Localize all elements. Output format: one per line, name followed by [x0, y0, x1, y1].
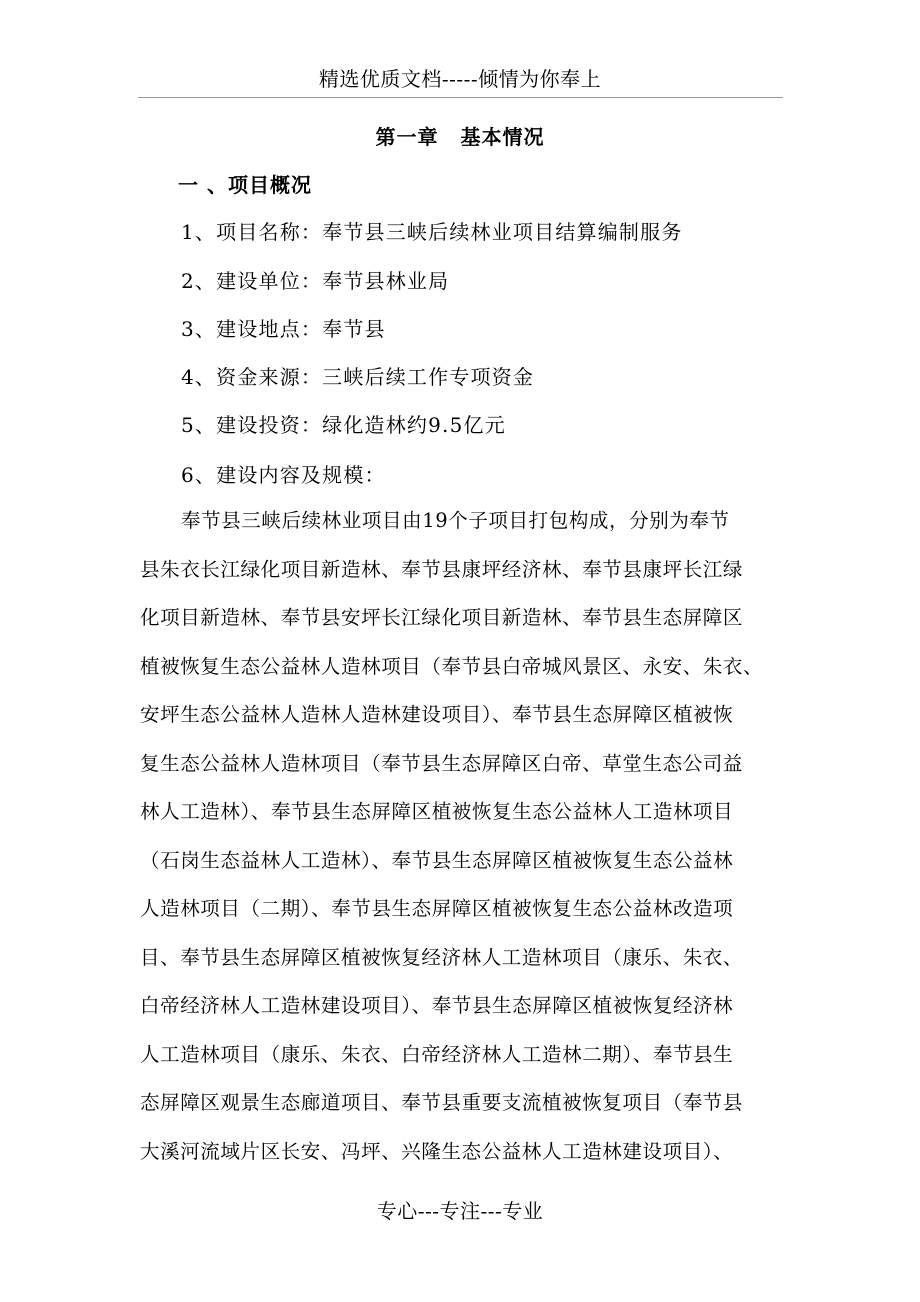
chapter-name: 基本情况 [460, 125, 545, 149]
paragraph-line: 安坪生态公益林人造林人造林建设项目）、奉节县生态屏障区植被恢 [140, 703, 734, 726]
paragraph-line: 县朱衣长江绿化项目新造林、奉节县康坪经济林、奉节县康坪长江绿 [140, 557, 744, 581]
paragraph-line: 人工造林项目（康乐、朱衣、白帝经济林人工造林二期）、奉节县生 [140, 1042, 734, 1066]
item-funding-source: 4、资金来源：三峡后续工作专项资金 [181, 365, 535, 389]
paragraph-line: 大溪河流域片区长安、冯坪、兴隆生态公益林人工造林建设项目）、 [140, 1139, 734, 1163]
item-construction-unit: 2、建设单位：奉节县林业局 [181, 269, 450, 293]
paragraph-line: 白帝经济林人工造林建设项目）、奉节县生态屏障区植被恢复经济林 [140, 994, 734, 1017]
paragraph-line: 人造林项目（二期）、奉节县生态屏障区植被恢复生态公益林改造项 [140, 897, 734, 920]
chapter-number: 第一章 [375, 125, 439, 149]
item-construction-location: 3、建设地点：奉节县 [181, 317, 386, 341]
paragraph-line: 植被恢复生态公益林人造林项目（奉节县白帝城风景区、永安、朱衣、 [140, 654, 764, 678]
chapter-title [0, 122, 920, 152]
paragraph-line: 林人工造林）、奉节县生态屏障区植被恢复生态公益林人工造林项目 [140, 800, 734, 823]
paragraph-line: 目、奉节县生态屏障区植被恢复经济林人工造林项目（康乐、朱衣、 [140, 945, 744, 969]
paragraph-line: 奉节县三峡后续林业项目由19个子项目打包构成，分别为奉节 [181, 509, 730, 532]
item-project-name: 1、项目名称：奉节县三峡后续林业项目结算编制服务 [181, 220, 683, 244]
item-investment: 5、建设投资：绿化造林约9.5亿元 [181, 413, 506, 437]
page-header: 精选优质文档-----倾情为你奉上 [318, 67, 602, 91]
section-heading: 一 、项目概况 [178, 173, 312, 197]
item-content-scale: 6、建设内容及规模： [181, 463, 386, 487]
paragraph-line: 复生态公益林人造林项目（奉节县生态屏障区白帝、草堂生态公司益 [140, 751, 744, 775]
paragraph-line: 化项目新造林、奉节县安坪长江绿化项目新造林、奉节县生态屏障区 [140, 606, 744, 629]
paragraph-line: 态屏障区观景生态廊道项目、奉节县重要支流植被恢复项目（奉节县 [140, 1091, 744, 1114]
body-paragraph [140, 506, 784, 1185]
paragraph-line: （石岗生态益林人工造林）、奉节县生态屏障区植被恢复生态公益林 [140, 848, 734, 872]
header-divider [138, 97, 783, 98]
page-footer: 专心---专注---专业 [376, 1199, 544, 1223]
